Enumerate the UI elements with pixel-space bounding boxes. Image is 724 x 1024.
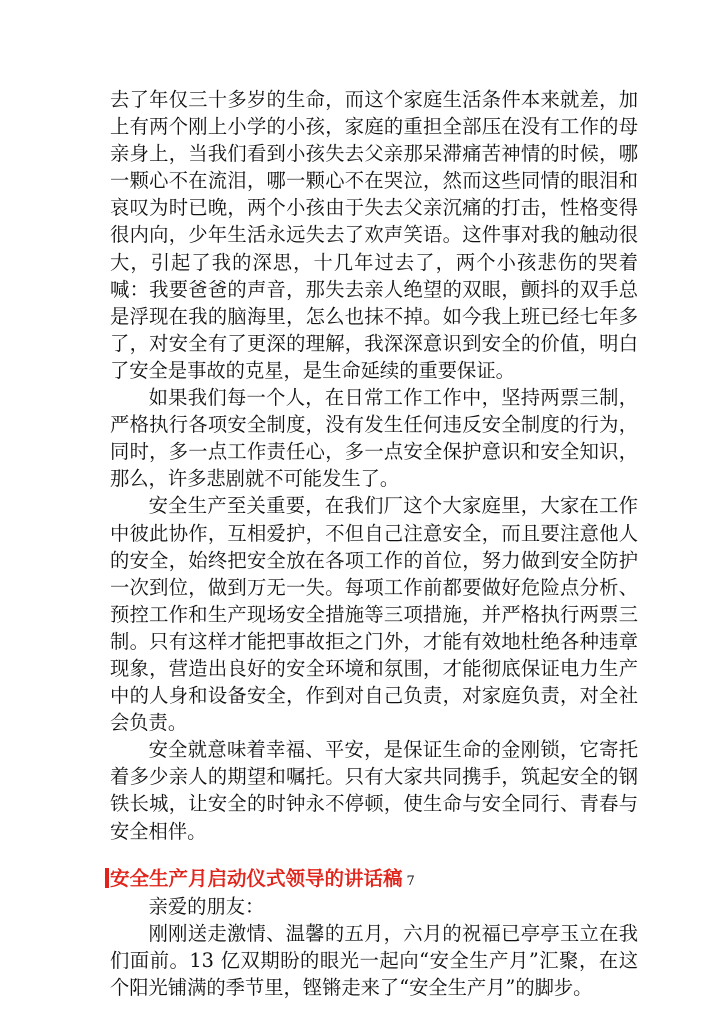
- section-title: 安全生产月启动仪式领导的讲话稿: [110, 866, 403, 890]
- body-paragraph-1: 去了年仅三十多岁的生命，而这个家庭生活条件本来就差，加上有两个刚上小学的小孩，家庭的重担全部压在没有工作的母亲身上，当我们看到小孩失去父亲那呆滞痛苦神情的时候，哪一颗心不在流泪，哪一颗心不在哭泣，然而这些同情的眼泪和哀叹为时已晚，两个小孩由于失去父亲沉痛的打击，性格变得很内向，少年生活永远失去了欢声笑语。这件事对我的触动很大，引起了我的深思，十几年过去了，两个小孩悲伤的哭着喊：我要爸爸的声音，那失去亲人绝望的双眼，颤抖的双手总是浮现在我的脑海里，怎么也抹不掉。如今我上班已经七年多了，对安全有了更深的理解，我深深意识到安全的价值，明白了安全是事故的克星，是生命延续的重要保证。: [110, 88, 638, 382]
- section-heading: [105, 865, 638, 892]
- section-paragraph-1: 刚刚送走激情、温馨的五月，六月的祝福已亭亭玉立在我们面前。13 亿双期盼的眼光一起向“安全生产月”汇聚，在这个阳光铺满的季节里，铿锵走来了“安全生产月”的脚步。: [110, 921, 638, 999]
- document-body: [110, 86, 638, 1001]
- heading-marker: [105, 868, 109, 888]
- section-number: 7: [406, 873, 415, 889]
- salutation: 亲爱的朋友：: [148, 894, 265, 918]
- body-paragraph-4: 安全就意味着幸福、平安，是保证生命的金刚锁，它寄托着多少亲人的期望和嘱托。只有大家共同携手，筑起安全的钢铁长城，让安全的时钟永不停顿，使生命与安全同行、青春与安全相伴。: [110, 738, 638, 843]
- body-paragraph-2: 如果我们每一个人，在日常工作工作中，坚持两票三制，严格执行各项安全制度，没有发生任何违反安全制度的行为，同时，多一点工作责任心，多一点安全保护意识和安全知识，那么，许多悲剧就不可能发生了。: [110, 386, 638, 491]
- body-paragraph-3: 安全生产至关重要，在我们厂这个大家庭里，大家在工作中彼此协作，互相爱护，不但自己注意安全，而且要注意他人的安全，始终把安全放在各项工作的首位，努力做到安全防护一次到位，做到万无一失。每项工作前都要做好危险点分析、预控工作和生产现场安全措施等三项措施，并严格执行两票三制。只有这样才能把事故拒之门外，才能有效地杜绝各种违章现象，营造出良好的安全环境和氛围，才能彻底保证电力生产中的人身和设备安全，作到对自己负责，对家庭负责，对全社会负责。: [110, 494, 638, 735]
